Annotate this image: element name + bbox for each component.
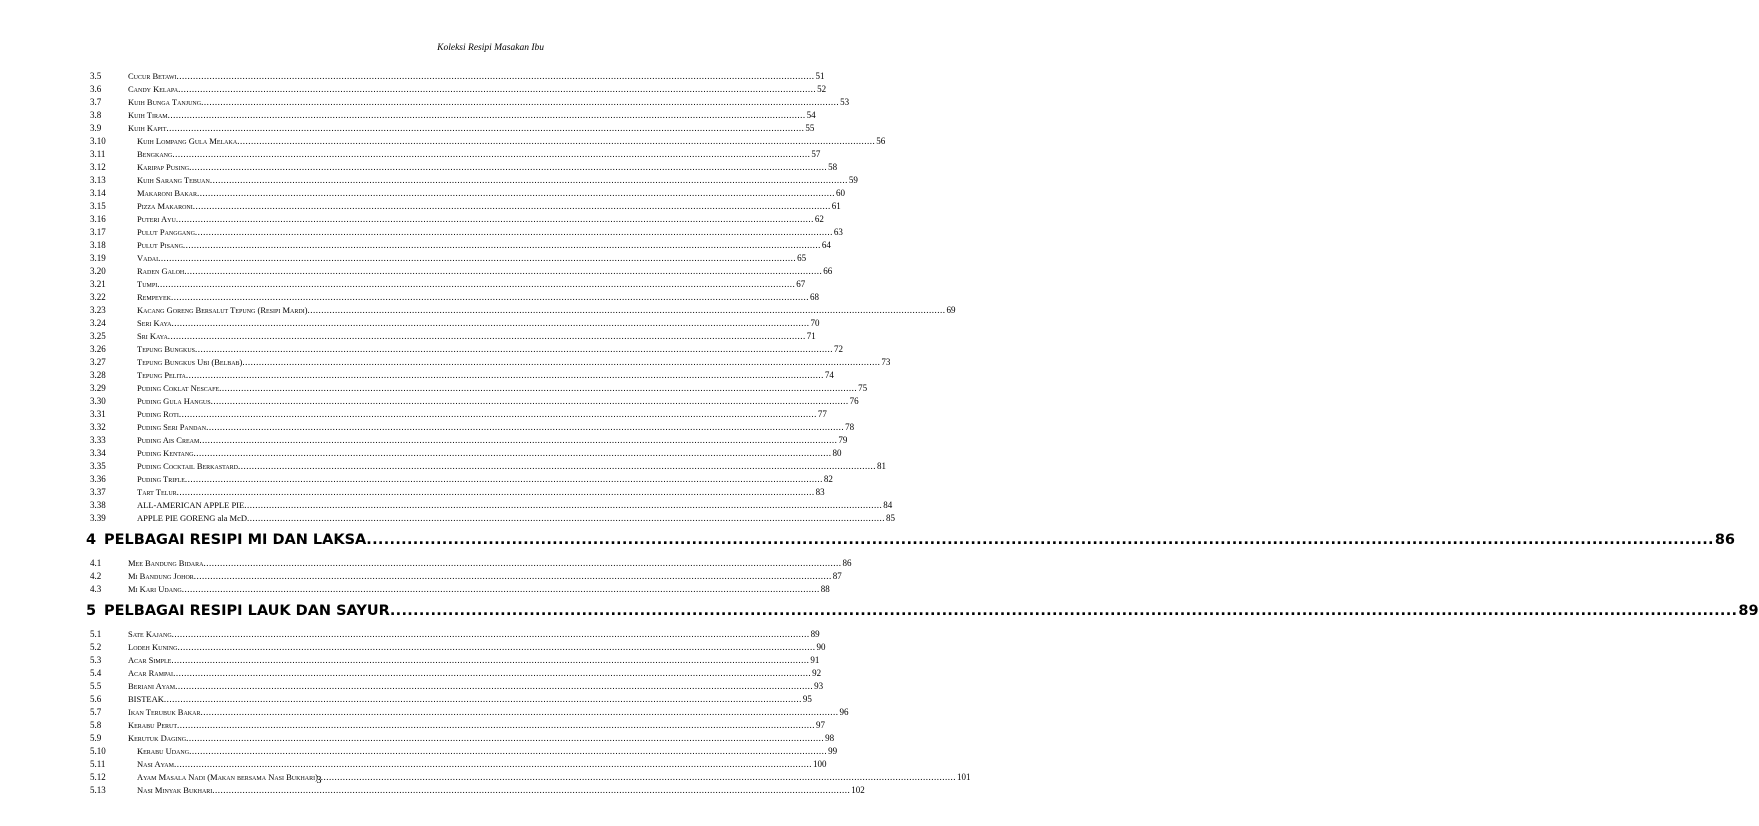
entry-number: 3.22 bbox=[90, 292, 106, 302]
entry-number: 3.9 bbox=[90, 123, 102, 133]
entry-page-number: 68 bbox=[810, 292, 820, 302]
entry-page-number: 92 bbox=[812, 668, 822, 678]
entry-title: Tumpi bbox=[137, 279, 158, 289]
entry-title: Seri Kaya bbox=[137, 318, 172, 328]
toc-entry[interactable] bbox=[88, 83, 827, 96]
chapter-number: 5 bbox=[86, 603, 97, 619]
entry-title: ALL-AMERICAN APPLE PIE bbox=[137, 500, 245, 510]
dot-leader bbox=[247, 512, 885, 525]
toc-entry[interactable] bbox=[88, 343, 843, 356]
entry-number: 5.10 bbox=[90, 746, 106, 756]
entry-title: Lodeh Kuning bbox=[128, 642, 178, 652]
toc-entry[interactable] bbox=[88, 680, 824, 693]
entry-number: 5.8 bbox=[90, 720, 102, 730]
entry-page-number: 85 bbox=[886, 513, 896, 523]
dot-leader bbox=[390, 599, 1738, 624]
dot-leader bbox=[195, 343, 833, 356]
entry-page-number: 74 bbox=[824, 370, 834, 380]
entry-page-number: 62 bbox=[814, 214, 824, 224]
toc-entry[interactable] bbox=[88, 641, 826, 654]
toc-entry[interactable] bbox=[88, 135, 886, 148]
entry-number: 3.15 bbox=[90, 201, 106, 211]
page-number: 3 bbox=[316, 775, 322, 786]
entry-number: 3.14 bbox=[90, 188, 106, 198]
entry-number: 3.5 bbox=[90, 71, 102, 81]
entry-title: Pulut Pisang bbox=[137, 240, 183, 250]
entry-page-number: 53 bbox=[840, 97, 850, 107]
entry-page-number: 78 bbox=[845, 422, 855, 432]
entry-title: Kuih Kapit bbox=[128, 123, 167, 133]
toc-entry[interactable] bbox=[88, 148, 821, 161]
entry-title: Acar Simple bbox=[128, 655, 172, 665]
dot-leader bbox=[164, 693, 802, 706]
entry-title: Mee Bandung Bidara bbox=[128, 558, 204, 568]
dot-leader bbox=[177, 70, 815, 83]
entry-title: Puding Seri Pandan bbox=[137, 422, 207, 432]
entry-title: Acar Rampai bbox=[128, 668, 174, 678]
entry-page-number: 51 bbox=[815, 71, 825, 81]
entry-title: Kuih Tiram bbox=[128, 110, 168, 120]
entry-number: 3.11 bbox=[90, 149, 106, 159]
entry-number: 3.35 bbox=[90, 461, 106, 471]
toc-chapter-heading[interactable] bbox=[86, 528, 1735, 553]
entry-title: Makaroni Bakar bbox=[137, 188, 198, 198]
entry-page-number: 82 bbox=[823, 474, 833, 484]
entry-page-number: 91 bbox=[810, 655, 820, 665]
dot-leader bbox=[237, 135, 875, 148]
dot-leader bbox=[238, 460, 876, 473]
chapter-title: PELBAGAI RESIPI MI DAN LAKSA bbox=[104, 532, 367, 548]
toc-entry[interactable] bbox=[88, 557, 852, 570]
chapter-number: 4 bbox=[86, 532, 97, 548]
entry-title: Kuih Lompang Gula Melaka bbox=[137, 136, 238, 146]
entry-number: 5.6 bbox=[90, 694, 102, 704]
entry-number: 5.4 bbox=[90, 668, 102, 678]
dot-leader bbox=[171, 317, 809, 330]
entry-title: Vadai bbox=[137, 253, 159, 263]
dot-leader bbox=[177, 719, 815, 732]
dot-leader bbox=[186, 732, 824, 745]
dot-leader bbox=[177, 641, 815, 654]
dot-leader bbox=[182, 583, 820, 596]
entry-number: 5.5 bbox=[90, 681, 102, 691]
entry-title: Pizza Makaroni bbox=[137, 201, 193, 211]
entry-title: Kerabu Perut bbox=[128, 720, 177, 730]
dot-leader bbox=[174, 758, 812, 771]
dot-leader bbox=[197, 187, 835, 200]
entry-number: 3.26 bbox=[90, 344, 106, 354]
dot-leader bbox=[194, 570, 832, 583]
entry-page-number: 69 bbox=[946, 305, 956, 315]
entry-number: 3.19 bbox=[90, 253, 106, 263]
page-header: Koleksi Resipi Masakan Ibu bbox=[437, 43, 544, 53]
table-of-contents bbox=[86, 70, 1759, 797]
toc-entry[interactable] bbox=[88, 265, 833, 278]
dot-leader bbox=[195, 226, 833, 239]
entry-number: 3.7 bbox=[90, 97, 102, 107]
entry-number: 5.7 bbox=[90, 707, 102, 717]
toc-entry[interactable] bbox=[88, 421, 855, 434]
entry-title: Pulut Panggang bbox=[137, 227, 195, 237]
entry-number: 4.1 bbox=[90, 558, 102, 568]
entry-number: 3.28 bbox=[90, 370, 106, 380]
entry-page-number: 60 bbox=[836, 188, 846, 198]
toc-entry[interactable] bbox=[88, 654, 820, 667]
entry-title: Beriani Ayam bbox=[128, 681, 176, 691]
entry-title: Candy Kelapa bbox=[128, 84, 179, 94]
entry-title: Puteri Ayu bbox=[137, 214, 176, 224]
dot-leader bbox=[183, 239, 821, 252]
entry-number: 5.11 bbox=[90, 759, 106, 769]
entry-number: 3.10 bbox=[90, 136, 106, 146]
entry-number: 3.39 bbox=[90, 513, 106, 523]
dot-leader bbox=[186, 369, 824, 382]
entry-title: Tepung Pelita bbox=[137, 370, 186, 380]
dot-leader bbox=[177, 486, 815, 499]
entry-page-number: 102 bbox=[851, 785, 865, 795]
toc-entry[interactable] bbox=[88, 499, 893, 512]
entry-title: Kacang Goreng Bersalut Tepung (Resipi Mardi) bbox=[137, 305, 308, 315]
entry-title: Kerabu Udang bbox=[137, 746, 190, 756]
entry-title: Karipap Pusing bbox=[137, 162, 190, 172]
entry-title: Kuih Bunga Tanjung bbox=[128, 97, 202, 107]
entry-title: Sri Kaya bbox=[137, 331, 168, 341]
entry-title: BISTEAK bbox=[128, 694, 164, 704]
entry-number: 3.6 bbox=[90, 84, 102, 94]
dot-leader bbox=[366, 528, 1714, 553]
dot-leader bbox=[172, 148, 810, 161]
entry-title: Tepung Bungkus Ubi (Belbab) bbox=[137, 357, 243, 367]
entry-page-number: 70 bbox=[810, 318, 820, 328]
entry-title: Rempeyek bbox=[137, 292, 172, 302]
entry-number: 5.13 bbox=[90, 785, 106, 795]
toc-entry[interactable] bbox=[88, 486, 825, 499]
entry-number: 3.36 bbox=[90, 474, 106, 484]
entry-page-number: 97 bbox=[816, 720, 825, 730]
entry-page-number: 71 bbox=[806, 331, 816, 341]
entry-number: 3.32 bbox=[90, 422, 106, 432]
entry-number: 3.37 bbox=[90, 487, 106, 497]
entry-number: 3.30 bbox=[90, 396, 106, 406]
toc-entry[interactable] bbox=[88, 330, 816, 343]
entry-title: Mi Kari Udang bbox=[128, 584, 182, 594]
dot-leader bbox=[210, 174, 848, 187]
entry-title: Ikan Terubuk Bakar bbox=[128, 707, 201, 717]
toc-entry[interactable] bbox=[88, 239, 831, 252]
entry-number: 5.1 bbox=[90, 629, 102, 639]
entry-page-number: 61 bbox=[831, 201, 841, 211]
dot-leader bbox=[244, 499, 882, 512]
toc-entry[interactable] bbox=[88, 96, 850, 109]
entry-title: Ayam Masala Nadi (Makan bersama Nasi Bukhari) bbox=[137, 772, 318, 782]
toc-entry[interactable] bbox=[88, 758, 827, 771]
entry-title: Puding Roti bbox=[137, 409, 179, 419]
entry-page-number: 67 bbox=[796, 279, 806, 289]
entry-number: 3.18 bbox=[90, 240, 106, 250]
entry-number: 3.17 bbox=[90, 227, 106, 237]
entry-title: Tepung Bungkus bbox=[137, 344, 195, 354]
entry-page-number: 80 bbox=[832, 448, 842, 458]
toc-entry[interactable] bbox=[88, 213, 824, 226]
toc-entry[interactable] bbox=[88, 278, 806, 291]
entry-title: Tart Telur bbox=[137, 487, 177, 497]
chapter-page-number: 89 bbox=[1738, 603, 1759, 619]
dot-leader bbox=[171, 654, 809, 667]
entry-number: 3.16 bbox=[90, 214, 106, 224]
entry-number: 3.23 bbox=[90, 305, 106, 315]
toc-entry[interactable] bbox=[88, 693, 812, 706]
entry-page-number: 79 bbox=[838, 435, 848, 445]
entry-page-number: 75 bbox=[858, 383, 868, 393]
entry-page-number: 58 bbox=[828, 162, 838, 172]
toc-entry[interactable] bbox=[88, 745, 838, 758]
toc-entry[interactable] bbox=[88, 382, 868, 395]
dot-leader bbox=[206, 421, 844, 434]
entry-title: Puding Cocktail Berkastard bbox=[137, 461, 239, 471]
dot-leader bbox=[211, 395, 849, 408]
entry-title: Raden Galoh bbox=[137, 266, 185, 276]
toc-entry[interactable] bbox=[88, 719, 825, 732]
dot-leader bbox=[157, 278, 795, 291]
entry-title: Puding Gula Hangus bbox=[137, 396, 211, 406]
toc-entry[interactable] bbox=[88, 434, 848, 447]
dot-leader bbox=[200, 706, 838, 719]
entry-title: Cucur Betawi bbox=[128, 71, 177, 81]
entry-number: 3.13 bbox=[90, 175, 106, 185]
entry-number: 5.2 bbox=[90, 642, 102, 652]
entry-page-number: 84 bbox=[883, 500, 893, 510]
dot-leader bbox=[189, 745, 827, 758]
entry-number: 3.38 bbox=[90, 500, 106, 510]
entry-page-number: 88 bbox=[820, 584, 830, 594]
toc-entry[interactable] bbox=[88, 304, 956, 317]
entry-number: 3.12 bbox=[90, 162, 106, 172]
toc-entry[interactable] bbox=[88, 200, 841, 213]
dot-leader bbox=[219, 382, 857, 395]
dot-leader bbox=[201, 96, 839, 109]
entry-page-number: 76 bbox=[849, 396, 859, 406]
dot-leader bbox=[203, 557, 841, 570]
entry-page-number: 59 bbox=[848, 175, 858, 185]
entry-title: Nasi Minyak Bukhari bbox=[137, 785, 213, 795]
toc-entry[interactable] bbox=[88, 395, 859, 408]
dot-leader bbox=[166, 122, 804, 135]
entry-number: 3.25 bbox=[90, 331, 106, 341]
dot-leader bbox=[178, 83, 816, 96]
toc-entry[interactable] bbox=[88, 70, 825, 83]
toc-entry[interactable] bbox=[88, 356, 891, 369]
entry-title: Kuih Sarang Tebuan bbox=[137, 175, 210, 185]
toc-entry[interactable] bbox=[88, 667, 822, 680]
entry-number: 3.27 bbox=[90, 357, 106, 367]
toc-entry[interactable] bbox=[88, 109, 816, 122]
toc-entry[interactable] bbox=[88, 570, 842, 583]
toc-entry[interactable] bbox=[88, 174, 858, 187]
entry-page-number: 65 bbox=[797, 253, 807, 263]
entry-page-number: 93 bbox=[814, 681, 824, 691]
entry-number: 4.3 bbox=[90, 584, 102, 594]
entry-number: 5.9 bbox=[90, 733, 102, 743]
entry-number: 3.21 bbox=[90, 279, 106, 289]
entry-title: Kerutuk Daging bbox=[128, 733, 187, 743]
entry-title: Bengkang bbox=[137, 149, 173, 159]
entry-page-number: 63 bbox=[833, 227, 843, 237]
entry-page-number: 86 bbox=[842, 558, 852, 568]
entry-number: 5.12 bbox=[90, 772, 106, 782]
dot-leader bbox=[199, 434, 837, 447]
entry-title: Mi Bandung Johor bbox=[128, 571, 194, 581]
entry-page-number: 96 bbox=[839, 707, 849, 717]
entry-page-number: 73 bbox=[881, 357, 891, 367]
entry-page-number: 99 bbox=[828, 746, 838, 756]
entry-title: Puding Coklat Nescafe bbox=[137, 383, 220, 393]
entry-page-number: 89 bbox=[810, 629, 820, 639]
entry-number: 3.33 bbox=[90, 435, 106, 445]
entry-page-number: 81 bbox=[877, 461, 887, 471]
toc-entry[interactable] bbox=[88, 460, 887, 473]
dot-leader bbox=[173, 667, 811, 680]
entry-page-number: 56 bbox=[876, 136, 886, 146]
toc-entry[interactable] bbox=[88, 583, 830, 596]
toc-entry[interactable] bbox=[88, 473, 833, 486]
dot-leader bbox=[189, 161, 827, 174]
entry-number: 3.8 bbox=[90, 110, 102, 120]
toc-entry[interactable] bbox=[88, 226, 843, 239]
entry-page-number: 52 bbox=[817, 84, 827, 94]
chapter-page-number: 86 bbox=[1714, 532, 1735, 548]
entry-number: 4.2 bbox=[90, 571, 102, 581]
entry-number: 3.34 bbox=[90, 448, 106, 458]
dot-leader bbox=[242, 356, 880, 369]
entry-page-number: 72 bbox=[834, 344, 843, 354]
entry-number: 3.24 bbox=[90, 318, 106, 328]
entry-page-number: 54 bbox=[806, 110, 816, 120]
chapter-title: PELBAGAI RESIPI LAUK DAN SAYUR bbox=[104, 603, 390, 619]
entry-page-number: 83 bbox=[815, 487, 825, 497]
entry-page-number: 57 bbox=[811, 149, 821, 159]
entry-title: APPLE PIE GORENG ala McD bbox=[137, 513, 248, 523]
entry-page-number: 77 bbox=[817, 409, 827, 419]
entry-page-number: 100 bbox=[812, 759, 827, 769]
entry-page-number: 101 bbox=[956, 772, 971, 782]
entry-page-number: 64 bbox=[821, 240, 831, 250]
entry-page-number: 55 bbox=[805, 123, 815, 133]
entry-number: 3.31 bbox=[90, 409, 106, 419]
dot-leader bbox=[158, 252, 796, 265]
toc-entry[interactable] bbox=[88, 447, 842, 460]
toc-entry[interactable] bbox=[88, 252, 807, 265]
dot-leader bbox=[193, 200, 831, 213]
toc-entry[interactable] bbox=[88, 628, 820, 641]
dot-leader bbox=[168, 109, 806, 122]
entry-page-number: 95 bbox=[802, 694, 812, 704]
entry-title: Puding Kentang bbox=[137, 448, 194, 458]
toc-entry[interactable] bbox=[88, 732, 835, 745]
dot-leader bbox=[179, 408, 817, 421]
toc-entry[interactable] bbox=[88, 122, 815, 135]
toc-entry[interactable] bbox=[88, 161, 838, 174]
dot-leader bbox=[308, 304, 946, 317]
entry-title: Nasi Ayam bbox=[137, 759, 174, 769]
dot-leader bbox=[194, 447, 832, 460]
entry-title: Puding Ais Cream bbox=[137, 435, 200, 445]
toc-entry[interactable] bbox=[88, 706, 849, 719]
dot-leader bbox=[172, 628, 810, 641]
dot-leader bbox=[171, 291, 809, 304]
entry-page-number: 90 bbox=[816, 642, 826, 652]
entry-number: 3.29 bbox=[90, 383, 106, 393]
toc-entry[interactable] bbox=[88, 317, 820, 330]
toc-chapter-heading[interactable] bbox=[86, 599, 1759, 624]
entry-title: Sate Kajang bbox=[128, 629, 172, 639]
entry-page-number: 66 bbox=[823, 266, 833, 276]
toc-entry[interactable] bbox=[88, 512, 896, 525]
toc-entry[interactable] bbox=[88, 187, 846, 200]
toc-entry[interactable] bbox=[88, 291, 820, 304]
dot-leader bbox=[168, 330, 806, 343]
entry-number: 3.20 bbox=[90, 266, 106, 276]
entry-number: 5.3 bbox=[90, 655, 102, 665]
dot-leader bbox=[176, 213, 814, 226]
entry-page-number: 87 bbox=[832, 571, 842, 581]
toc-entry[interactable] bbox=[88, 369, 834, 382]
dot-leader bbox=[175, 680, 813, 693]
toc-entry[interactable] bbox=[88, 408, 827, 421]
dot-leader bbox=[184, 265, 822, 278]
entry-page-number: 98 bbox=[825, 733, 835, 743]
entry-title: Puding Trifle bbox=[137, 474, 185, 484]
dot-leader bbox=[185, 473, 823, 486]
